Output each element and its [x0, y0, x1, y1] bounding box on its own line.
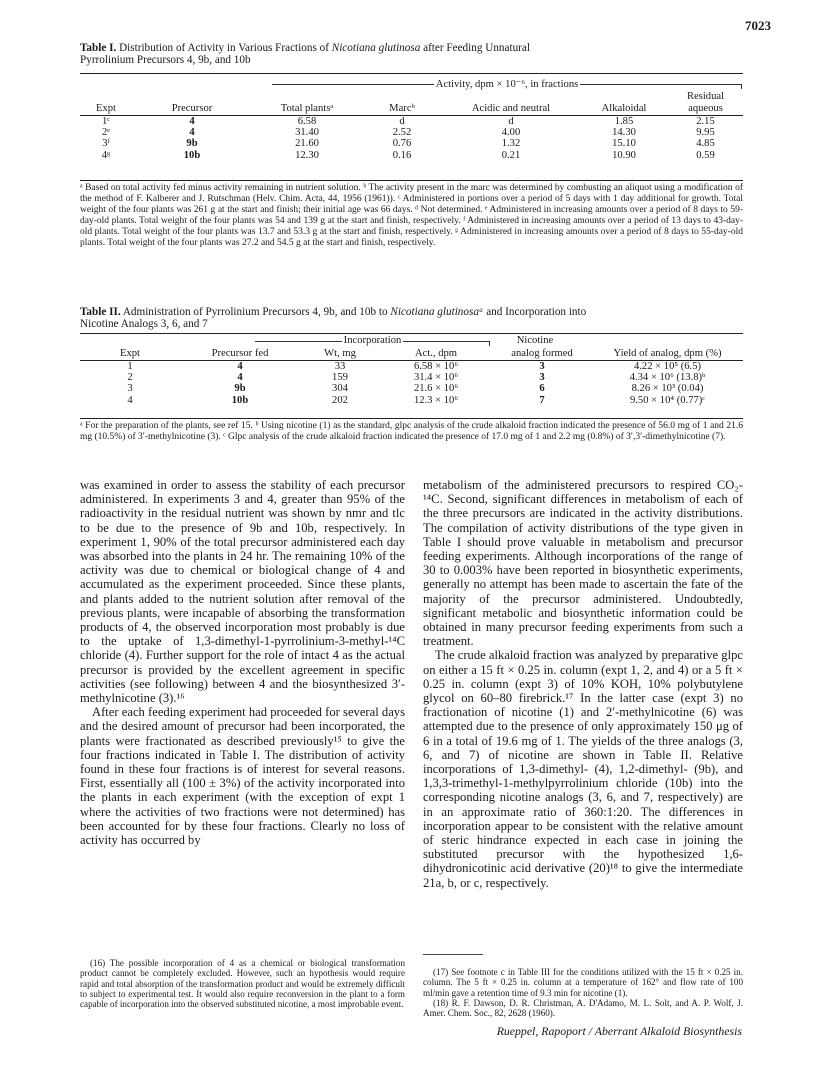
left-paragraph-2: After each feeding experiment had proceeded for several days and the desired amount of precursor had been incorporated, the plants were fractionated as described previously¹⁵ to give the four fractions indicated in Table I. The distribution of activity found in these four fractions is of interest for several reasons. First, essentially all (100 ± 3%) of the activity incorporated into the plants in each experiment (with the exception of expt 1 where the activities of two fractions were not determined) has been accounted for by these four fractions. Clearly no loss of activity has occurred by	[80, 705, 405, 848]
table1-cell: 31.40	[295, 126, 319, 138]
table2-cell: 21.6 × 10⁶	[413, 383, 459, 395]
right-paragraph-1: metabolism of the administered precursors to respired CO₂-¹⁴C. Second, significant differences in metabolism of each of the three precursors are indicated in the activity distributions. The compilation of activity distributions of the type given in Table I should prove valuable in metabolism and precursor feeding experiments. Although incorporations of the range of 30 to 0.003% have been reported in biosynthetic experiments, generally no attempt has been made to ascertain the fate of the majority of the precursor administered. Undoubtedly, significant metabolic and biosynthetic information could be obtained in many precursor feeding experiments from such a treatment.	[423, 478, 743, 649]
table1-cell: 4.00	[501, 126, 521, 138]
table1-cell: 4	[189, 126, 195, 138]
table2-cell: 4.22 × 10⁵ (6.5)	[633, 360, 702, 372]
table2-header-act: Act., dpm	[414, 347, 458, 359]
table1-cell: 9.95	[696, 126, 715, 138]
table1-cell: 0.21	[501, 149, 521, 161]
table2-row	[80, 395, 743, 407]
table1-cell: 2.15	[696, 115, 715, 127]
table1-cell: 12.30	[295, 149, 319, 161]
footnotes-right	[423, 967, 743, 1018]
table1-header-acidic-neutral: Acidic and neutral	[471, 102, 551, 114]
table2-span-header-text: Incorporation	[343, 335, 402, 346]
table1-cell: 4ᵍ	[101, 149, 111, 161]
table2-caption-species: Nicotiana glutinosaᵃ	[390, 306, 484, 318]
table2-header-precursor-fed: Precursor fed	[211, 347, 269, 359]
table1-header-precursor: Precursor	[171, 102, 213, 114]
table2-cell: 3	[127, 383, 133, 395]
table2	[80, 347, 743, 406]
table1-cell: 2.52	[392, 126, 412, 138]
table1-cell: 0.59	[696, 149, 715, 161]
table2-header-wt: Wt, mg	[324, 347, 356, 359]
table1-caption-text2: after Feeding Unnatural	[423, 42, 530, 54]
table2-row	[80, 360, 743, 372]
table1-row	[80, 150, 743, 162]
table2-header-expt: Expt	[119, 347, 140, 359]
table2-row	[80, 372, 743, 384]
table2-label: Table II.	[80, 306, 121, 318]
table1-label: Table I.	[80, 42, 117, 54]
table2-cell: 6	[539, 383, 545, 395]
table1-cell: 0.16	[392, 149, 412, 161]
table1-header-total-plants: Total plantsᵃ	[280, 102, 334, 114]
table1-cell: 10.90	[612, 149, 636, 161]
table2-caption-text2: and Incorporation into	[486, 306, 587, 318]
table1-span-header	[272, 78, 742, 90]
table1-cell: 9b	[186, 138, 198, 150]
page-number: 7023	[745, 18, 771, 33]
table1-cell: 0.76	[392, 138, 412, 150]
table2-cell: 3	[539, 371, 545, 383]
table1-cell: 1ᶜ	[101, 115, 110, 127]
right-paragraph-2: The crude alkaloid fraction was analyzed by preparative glpc on either a 15 ft × 0.25 in. column (expt 1, 2, and 4) or a 5 ft × 0.25 in. column (expt 3) of 10% KOH, 10% polybutylene glycol on 60–80 firebrick.¹⁷ In the latter case (expt 3) no fractionation of nicotine (1) and 2′-methylnicotine (6) was attempted due to the presence of only approximately 150 μg of 6 in a total of 19.6 mg of 1. The yields of the three analogs (3, 6, and 7) of nicotine are shown in Table II. Relative incorporations of 1,3-dimethyl- (4), 1,2-dimethyl- (9b), and 1,3,3-trimethyl-1-methylpyrrolinium chloride (10b) into the corresponding nicotine analogs (3, 6, and 7, respectively) are in an approximate ratio of 360:1:20. The differences in incorporation appear to be consistent with the relative amount of steric hindrance expected in each case in joining the substituted precursor with the hypothesized 1,6-dihydronicotinic acid derivative (20)¹⁸ to give the intermediate 21a, b, or c, respectively.	[423, 648, 743, 890]
table1-header-alkaloidal: Alkaloidal	[601, 102, 647, 114]
table2-caption-text1: Administration of Pyrrolinium Precursors 4, 9b, and 10b to	[122, 306, 388, 318]
table1-span-header-text: Activity, dpm × 10⁻⁶, in fractions	[435, 79, 579, 90]
table2-cell: 6.58 × 10⁶	[413, 360, 459, 372]
table2-cell: 4	[237, 371, 243, 383]
table1-cell: d	[399, 115, 405, 127]
table2-span-header	[255, 335, 490, 346]
table2-cell: 1	[127, 360, 133, 372]
table2-cell: 8.26 × 10³ (0.04)	[631, 383, 704, 395]
table1-cell: 14.30	[612, 126, 636, 138]
left-paragraph-1: was examined in order to assess the stability of each precursor administered. In experiments 3 and 4, greater than 95% of the radioactivity in the residual nutrient was shown by nmr and tlc to be due to the presence of 9b and 10b, respectively. In experiment 1, 90% of the total precursor administered each day was absorbed into the plants in 24 hr. The remaining 10% of the activity was due to chemical or biological change of 4 and accumulated as the experiment proceeded. Since these plants, and plants added to the nutrient solution after removal of the previous plants, were incapable of absorbing the transformation products of 4, the observed incorporation most probably is due to the uptake of 1,3-dimethyl-1-pyrrolinium-3-methyl-¹⁴C chloride (4). Further support for the role of intact 4 as the actual precursor is provided by the excellent agreement in specific activities (see following) between 4 and the biosynthesized 3′-methylnicotine (3).¹⁶	[80, 478, 405, 706]
table2-cell: 4	[237, 360, 243, 372]
table2-row	[80, 383, 743, 395]
table2-bottom-rule	[80, 418, 743, 419]
table1-top-rule	[80, 73, 743, 74]
footnote-divider	[423, 954, 483, 955]
table1-header-expt: Expt	[95, 102, 116, 114]
table1-caption-line2: Pyrrolinium Precursors 4, 9b, and 10b	[80, 54, 251, 66]
table2-header-yield: Yield of analog, dpm (%)	[613, 347, 722, 359]
table1-notes: ᵃ Based on total activity fed minus activity remaining in nutrient solution. ᵇ The activity present in the marc was determined by combusting an aliquot using a modification of the method of F. Kalberer and J. Rutschman (Helv. Chim. Acta, 44, 1956 (1961)). ᶜ Administered in portions over a period of 5 days with 1 day additional for growth. Total weight of the four plants was 261 g at the start and finish; their initial age was 66 days. ᵈ Not determined. ᵉ Administered in increasing amounts over a period of 8 days to 59-day-old plants. Total weight of the four plants was 54 and 139 g at the start and finish, respectively. ᶠ Administered in increasing amounts over a period of 13 days to 43-day-old plants. Total weight of the four plants was 13.7 and 53.3 g at the start and finish, respectively. ᵍ Administered in increasing amounts over a period of 8 days to 55-day-old plants. Total weight of the four plants was 27.2 and 54.5 g at the start and finish, respectively.	[80, 183, 743, 248]
right-column	[423, 478, 743, 890]
table1-cell: 21.60	[295, 138, 319, 150]
table1-caption-text1: Distribution of Activity in Various Fractions of	[119, 42, 329, 54]
table1-cell: 4.85	[696, 138, 715, 150]
table2-cell: 202	[332, 394, 348, 406]
table1-cell: 2ᵉ	[101, 126, 110, 138]
table1-row	[80, 127, 743, 139]
table2-cell: 159	[332, 371, 348, 383]
table1-row	[80, 115, 743, 127]
table1-header-residual: Residual	[686, 91, 725, 102]
left-column	[80, 478, 405, 847]
table2-cell: 10b	[231, 394, 249, 406]
table2-cell: 4	[127, 394, 133, 406]
table2-cell: 33	[334, 360, 346, 372]
table1-caption-species: Nicotiana glutinosa	[331, 42, 421, 54]
table2-cell: 9.50 × 10⁴ (0.77)ᶜ	[629, 394, 706, 406]
table1-caption	[80, 42, 740, 66]
table1-cell: 1.85	[614, 115, 634, 127]
table1-cell: 1.32	[501, 138, 521, 150]
table2-caption-line2: Nicotine Analogs 3, 6, and 7	[80, 318, 208, 330]
table2-cell: 2	[127, 371, 133, 383]
table1-row	[80, 138, 743, 150]
footnote-17: (17) See footnote c in Table III for the conditions utilized with the 15 ft × 0.25 in. column. The 5 ft × 0.25 in. column at a temperature of 162° and flow rate of 100 ml/min gave a retention time of 9.3 min for nicotine (1).	[423, 967, 743, 998]
table1-bottom-rule	[80, 180, 743, 181]
table1-cell: 4	[189, 115, 195, 127]
running-footer: Rueppel, Rapoport / Aberrant Alkaloid Biosynthesis	[496, 1024, 742, 1038]
table1-cell: 3ᶠ	[102, 138, 110, 150]
table1-cell: d	[508, 115, 514, 127]
table1-cell: 6.58	[297, 115, 317, 127]
table2-cell: 7	[539, 394, 545, 406]
table2-cell: 4.34 × 10⁶ (13.8)ᵇ	[629, 371, 706, 383]
table1-cell: 10b	[183, 149, 201, 161]
table2-header-analog-formed: analog formed	[511, 347, 573, 359]
table2-cell: 12.3 × 10⁶	[413, 394, 459, 406]
table2-caption	[80, 306, 740, 330]
table2-cell: 304	[332, 383, 348, 395]
table2-notes: ᵃ For the preparation of the plants, see ref 15. ᵇ Using nicotine (1) as the standard, glpc analysis of the crude alkaloid fraction indicated the presence of 56.0 mg of 1 and 21.6 mg (10.5%) of 3′-methylnicotine (3). ᶜ Glpc analysis of the crude alkaloid fraction indicated the presence of 17.0 mg of 1 and 2.2 mg (0.8%) of 3′,3′-dimethylnicotine (7).	[80, 421, 743, 442]
table1-header-marc: Marcᵇ	[389, 102, 415, 114]
table2-cell: 3	[539, 360, 545, 372]
table2-cell: 9b	[234, 383, 246, 395]
table1-header-aqueous: aqueous	[688, 102, 723, 114]
table2-top-rule	[80, 333, 743, 334]
footnote-16: (16) The possible incorporation of 4 as a chemical or biological transformation product cannot be completely excluded. However, such an hypothesis would require rapid and total absorption of the transformation product and would be extremely difficult to subject to experimental test. It would also require reconversion in the plant to a form capable of incorporation into the observed substituted nicotine, a most improbable event.	[80, 958, 405, 1010]
table2-cell: 31.4 × 10⁶	[413, 371, 459, 383]
table1	[80, 91, 743, 161]
footnote-18: (18) R. F. Dawson, D. R. Christman, A. D'Adamo, M. L. Solt, and A. P. Wolf, J. Amer. Chem. Soc., 82, 2628 (1960).	[423, 997, 743, 1019]
table2-nicotine-header: Nicotine	[516, 335, 554, 346]
table1-cell: 15.10	[612, 138, 636, 150]
